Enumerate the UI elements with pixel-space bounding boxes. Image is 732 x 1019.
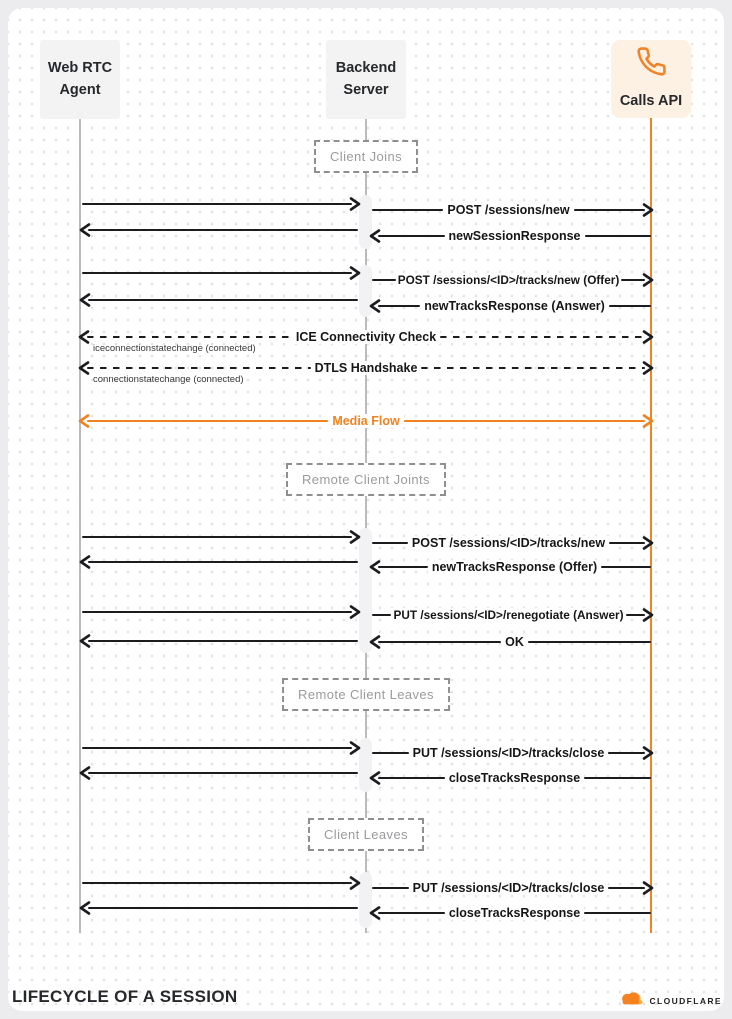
arrowhead-right-icon <box>641 880 655 896</box>
message-label: POST /sessions/<ID>/tracks/new <box>408 536 609 550</box>
message-label: PUT /sessions/<ID>/tracks/close <box>409 881 609 895</box>
message-label: PUT /sessions/<ID>/renegotiate (Answer) <box>393 608 624 622</box>
arrowhead-left-icon <box>77 360 91 376</box>
message-arrow <box>82 740 358 756</box>
arrowhead-right-icon <box>641 745 655 761</box>
arrowhead-right-icon <box>641 360 655 376</box>
message-label: POST /sessions/<ID>/tracks/new (Offer) <box>397 273 620 287</box>
message-arrow <box>82 554 358 570</box>
arrowhead-left-icon <box>368 770 382 786</box>
arrowhead-left-icon <box>78 222 92 238</box>
message-arrow <box>372 559 651 575</box>
arrowhead-left-icon <box>78 900 92 916</box>
message-arrow <box>82 222 358 238</box>
actor-calls-api <box>611 40 691 118</box>
arrowhead-left-icon <box>78 765 92 781</box>
message-arrow <box>82 604 358 620</box>
cloudflare-cloud-icon <box>619 991 645 1011</box>
actor-calls-api-label: Calls API <box>619 93 683 109</box>
arrowhead-left-icon <box>368 559 382 575</box>
message-arrow <box>372 634 651 650</box>
message-label: closeTracksResponse <box>445 906 584 920</box>
message-label: newTracksResponse (Answer) <box>420 299 609 313</box>
message-label: newSessionResponse <box>445 229 585 243</box>
event-note-ice: iceconnectionstatechange (connected) <box>93 343 256 354</box>
message-label: Media Flow <box>328 414 403 428</box>
message-arrow <box>82 875 358 891</box>
arrowhead-left-icon <box>368 634 382 650</box>
message-label: OK <box>501 635 528 649</box>
arrowhead-right-icon <box>348 265 362 281</box>
message-label: DTLS Handshake <box>311 361 422 375</box>
arrowhead-right-icon <box>348 875 362 891</box>
message-label: ICE Connectivity Check <box>292 330 440 344</box>
phase-client-leaves: Client Leaves <box>308 818 424 851</box>
arrowhead-right-icon <box>348 604 362 620</box>
message-label: PUT /sessions/<ID>/tracks/close <box>409 746 609 760</box>
cloudflare-wordmark: CLOUDFLARE <box>649 996 722 1006</box>
phone-icon <box>636 46 667 84</box>
arrowhead-right-icon <box>348 740 362 756</box>
message-arrow <box>372 202 651 218</box>
message-arrow <box>82 196 358 212</box>
arrowhead-right-icon <box>641 272 655 288</box>
arrowhead-left-icon <box>368 228 382 244</box>
arrowhead-left-icon <box>78 292 92 308</box>
cloudflare-logo <box>619 991 722 1011</box>
phase-remote-client-joins: Remote Client Joints <box>286 463 446 496</box>
arrowhead-left-icon <box>368 905 382 921</box>
arrowhead-right-icon <box>348 529 362 545</box>
page-title: LIFECYCLE OF A SESSION <box>12 987 238 1006</box>
phase-client-joins: Client Joins <box>314 140 418 173</box>
arrowhead-left-icon <box>77 329 91 345</box>
message-arrow <box>82 292 358 308</box>
arrowhead-left-icon <box>78 633 92 649</box>
arrowhead-right-icon <box>641 202 655 218</box>
arrowhead-left-icon <box>368 298 382 314</box>
arrowhead-left-icon <box>78 554 92 570</box>
message-arrow <box>82 265 358 281</box>
arrowhead-right-icon <box>348 196 362 212</box>
message-label: newTracksResponse (Offer) <box>428 560 601 574</box>
message-arrow <box>372 535 651 551</box>
actor-webrtc-agent: Web RTC Agent <box>40 40 120 119</box>
arrowhead-right-icon <box>641 413 655 429</box>
message-arrow <box>82 765 358 781</box>
message-arrow <box>372 880 651 896</box>
phase-remote-client-leaves: Remote Client Leaves <box>282 678 450 711</box>
arrowhead-left-icon <box>77 413 91 429</box>
message-arrow <box>372 905 651 921</box>
message-arrow <box>372 770 651 786</box>
message-arrow <box>372 228 651 244</box>
message-arrow <box>372 272 651 288</box>
actor-backend-server: Backend Server <box>326 40 406 119</box>
message-arrow <box>372 745 651 761</box>
message-label: POST /sessions/new <box>443 203 573 217</box>
message-arrow <box>82 529 358 545</box>
message-arrow-media-flow <box>81 413 651 429</box>
message-arrow <box>82 900 358 916</box>
message-arrow <box>82 633 358 649</box>
arrowhead-right-icon <box>641 329 655 345</box>
message-arrow <box>372 607 651 623</box>
lifeline-webrtc <box>79 118 81 933</box>
message-label: closeTracksResponse <box>445 771 584 785</box>
arrowhead-right-icon <box>641 535 655 551</box>
arrowhead-right-icon <box>641 607 655 623</box>
message-arrow <box>372 298 651 314</box>
event-note-dtls: connectionstatechange (connected) <box>93 374 244 385</box>
